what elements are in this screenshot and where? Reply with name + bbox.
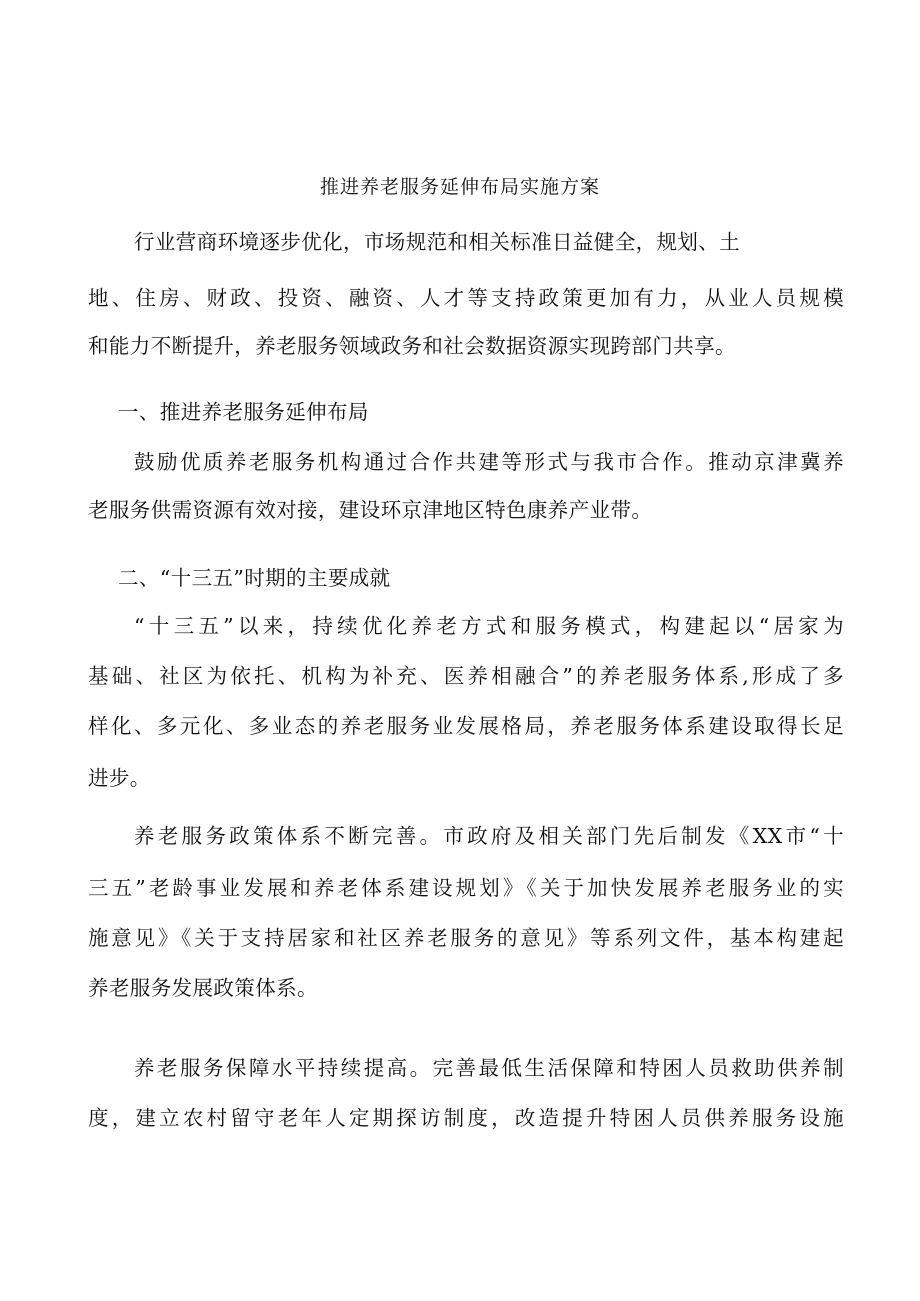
section-heading: 二、“十三五”时期的主要成就 bbox=[118, 566, 391, 590]
paragraph-line: 和能力不断提升，养老服务领域政务和社会数据资源实现跨部门共享。 bbox=[88, 334, 736, 358]
paragraph-line: 基础、社区为依托、机构为补充、医养相融合”的养老服务体系,形成了多 bbox=[88, 664, 844, 688]
paragraph-line: “十三五”以来，持续优化养老方式和服务模式，构建起以“居家为 bbox=[134, 614, 844, 638]
document-title: 推进养老服务延伸布局实施方案 bbox=[319, 176, 600, 198]
paragraph-line: 样化、多元化、多业态的养老服务业发展格局，养老服务体系建设取得长足 bbox=[88, 714, 844, 738]
paragraph-line: 进步。 bbox=[88, 766, 151, 790]
paragraph-line: 养老服务发展政策体系。 bbox=[88, 976, 318, 1000]
paragraph-line: 度，建立农村留守老年人定期探访制度，改造提升特困人员供养服务设施 bbox=[88, 1106, 844, 1130]
paragraph-line: 施意见》《关于支持居家和社区养老服务的意见》等系列文件，基本构建起 bbox=[88, 926, 844, 950]
paragraph-line: 三五”老龄事业发展和养老体系建设规划》《关于加快发展养老服务业的实 bbox=[88, 876, 844, 900]
paragraph-line: 鼓励优质养老服务机构通过合作共建等形式与我市合作。推动京津冀养 bbox=[134, 450, 844, 474]
section-heading: 一、推进养老服务延伸布局 bbox=[118, 400, 369, 424]
paragraph-line: 老服务供需资源有效对接，建设环京津地区特色康养产业带。 bbox=[88, 498, 653, 522]
paragraph-line: 地、住房、财政、投资、融资、人才等支持政策更加有力，从业人员规模 bbox=[88, 286, 844, 310]
paragraph-line: 行业营商环境逐步优化，市场规范和相关标准日益健全，规划、土 bbox=[134, 230, 741, 254]
paragraph-line: 养老服务保障水平持续提高。完善最低生活保障和特困人员救助供养制 bbox=[134, 1056, 844, 1080]
paragraph-line: 养老服务政策体系不断完善。市政府及相关部门先后制发《XX市“十 bbox=[134, 824, 844, 848]
